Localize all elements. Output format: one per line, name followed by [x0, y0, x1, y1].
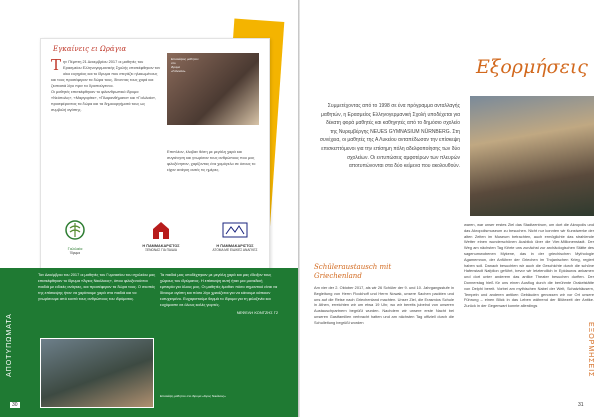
german-article-title: Schüleraustausch mit Griechenland — [314, 263, 392, 280]
exchange-group-photo — [470, 96, 594, 216]
section-label-left: ΑΠΟΤΥΠΩΜΑΤΑ — [6, 313, 13, 377]
galilaia-logo: Γαλιλαία Ίδρυμα — [55, 219, 95, 255]
card-text — [51, 56, 161, 113]
visit-photo — [167, 53, 259, 125]
drop-cap: Τ — [51, 56, 62, 74]
visit-photo-caption: Επισκέψεις μαθητών στο ίδρυμα «Γαλιλαία» — [171, 57, 199, 73]
galilaia-emblem-icon — [62, 219, 88, 243]
card-paragraph-3: Επιπλέον, έλαβαν θέση με μεγάλη χαρά και συγκίνηση και γνωρίσαν τους ανθρώπους που μας φιλοξένησαν, χαρίζοντας ένα χαμόγελο σε όσους το είχαν ανάγκη αυτές τις ημέρες. — [167, 149, 256, 172]
card-title: Εγκαίνεις ει Ωράγια — [53, 45, 127, 53]
page-number-right: 31 — [578, 402, 584, 408]
green-column-1: Τον Δεκέμβριο του 2017 οι μαθητές του Γυμνασίου του σχολείου μας επισκέφθηκαν το ίδρυμα «Άγιος Νικόλαος», όπου φιλοξενούνται παιδιά με ειδικές ανάγκες, και προσέφεραν τα δώρα τους. Ο σκοπός της επίσκεψης ήταν να χαρίσουμε χαρά στα παιδιά και να γνωρίσουμε από κοντά τους ανθρώπους του ιδρύματος. — [38, 272, 156, 301]
section-label-right: ΕΞΟΡΜΗΣΕΙΣ — [587, 322, 594, 378]
pammakaristos-logo-2: Η ΠΑΜΜΑΚΑΡΙΣΤΟΣ ΑΤΟΜΑ ΜΕ ΕΙΔΙΚΕΣ ΑΝΑΓΚΕΣ — [209, 219, 261, 252]
pammakaristos-logo-1: Η ΠΑΜΜΑΚΑΡΙΣΤΟΣ ΞΕΝΩΝΑΣ ΓΙΑ ΠΑΙΔΙΑ — [131, 219, 191, 252]
pammakaristos-emblem-icon — [221, 219, 249, 241]
author-signature: ΝΕΦΕΛΗ ΚΟΝΤΖΗΣ Γ2 — [236, 310, 278, 315]
group-photo-caption: Επισκέψη μαθητών στο ίδρυμα «Άγιος Νικόλαος» — [160, 394, 226, 398]
section-title: Εξορμήσεις — [476, 56, 588, 78]
german-column-1: Am vier der 2. Oktober 2017, als wir 26 Schüler der 9. und 10. Jahrgangsstufe in Begleitung von Herrn Flockhoff und Herrn Nowak, unsere Sachen packten und uns auf die Reise nach Griechenland machten. Unser Ziel, die Erasmios Schule in Athen, erreichten wir um etwa 19 Uhr, wo wir bereits jubelnd von unseren Austauschpartnern begrüßt wurden. Nachdem wir unsere erste Nacht bei unseren Gastfamilien verbracht hatten und am nächsten Tag offiziell durch die Schulleitung begrüßt worden — [314, 285, 454, 325]
page-number-left: 30 — [12, 402, 18, 408]
green-column-2-text: Τα παιδιά μας υποδέχτηκαν με μεγάλη χαρά και μας έδειξαν τους χώρους του ιδρύματος. Η επίσκεψη αυτή ήταν μια μοναδική εμπειρία για όλους μας. Οι μαθητές έμαθαν πόσο σημαντικό είναι να δίνουμε αγάπη και πόσο λίγο χρειάζεται για να κάνουμε κάποιον ευτυχισμένο. Ευχαριστούμε θερμά το ίδρυμα για τη φιλοξενία και ευχόμαστε σε όλους καλές γιορτές. — [160, 272, 278, 307]
card-paragraph-2: Οι μαθητές επισκέφθηκαν το φιλανθρωπικό ίδρυμα «Νεόπολις», «Μαργαρίτα», «Πλαρανθήματα» και «Γαλιλαία», προσφέροντας τα δώρα και τα δημιουργήματά τους ως συμβολή αγάπης. — [51, 89, 157, 112]
church-emblem-icon — [149, 219, 173, 241]
card-paragraph-1: ην Πέμπτη 21 Δεκεμβρίου 2017 οι μαθητές του Ερασμείου Ελληνογερμανικής Σχολής επισκέφθηκαν τον οίκο ευγηρίας και το ίδρυμα που στεγάζει ηλικιωμένους και τους προσέφεραν τα δώρα τους, δίνοντας τους χαρά και ζεστασιά λίγο πριν τα Χριστούγεννα. — [51, 59, 161, 88]
sponsor-logos — [51, 217, 261, 261]
group-photo — [40, 338, 154, 408]
green-column-2 — [160, 272, 278, 316]
article-card — [40, 38, 270, 284]
intro-text: Συμμετέχοντας από το 1998 σε ένα πρόγραμμα ανταλλαγής μαθητών, η Ερασμείος Ελληνογερμανική Σχολή υποδέχεται για δέκατη φορά μαθητές και καθηγητές από το δημόσιο σχολείο της Νυρεμβέργης NEUES GYMNASIUM NÜRNBERG. Στη συνέχεια, οι μαθητές της Α Λυκείου ανταπέδωσαν την επίσκεψη επισκεπτόμενοι για την επίσημη πόλη αδελφοποίησης των δύο σχολείων. Οι εντυπώσεις αμφοτέρων των πλευρών αποτυπώνονται στα δύο κείμενα που ακολουθούν. — [319, 103, 460, 170]
german-column-2: waren, war unser erstes Ziel das Stadtzentrum, um dort die Akropolis und das Akropolismuseum zu besuchen. Nicht nur konnten wir Kunstwerke der alten Zeiten im Museum betrachten, auch ermöglichte das strahlende Wetter einen wunderschönen Ausblick über die Vier-Millionenstadt. Der Weg am nächsten Tag führte uns zunächst zur archäologischen Stätte des sagenumwobenen Mykene, das in der griechischen Mythologie Agamemnon, der Anführer der Griechen im Trojanischen Krieg, regiert haben soll. Danach besuchten wir auch die Geschichte durch die schöne Hafenstadt Nafplion geführt, bevor wir letztendlich in Epidauros ankamen und dort unter anderem das antike Theater besuchen durften. Der Donnerstag hieß für uns einen Ausflug durch die berühmte Orakelstätte von Delphi bereit. Vorbei am mythischen Nabel der Welt, Schatzhäusern, Tempeln und anderen antiken Gebäuden genossen wir vor Ort unsere Führung – einen Blick in das Leben während der Blütezeit der Antike. Zurück in der Gegenwart konnte allerdings — [464, 222, 594, 309]
